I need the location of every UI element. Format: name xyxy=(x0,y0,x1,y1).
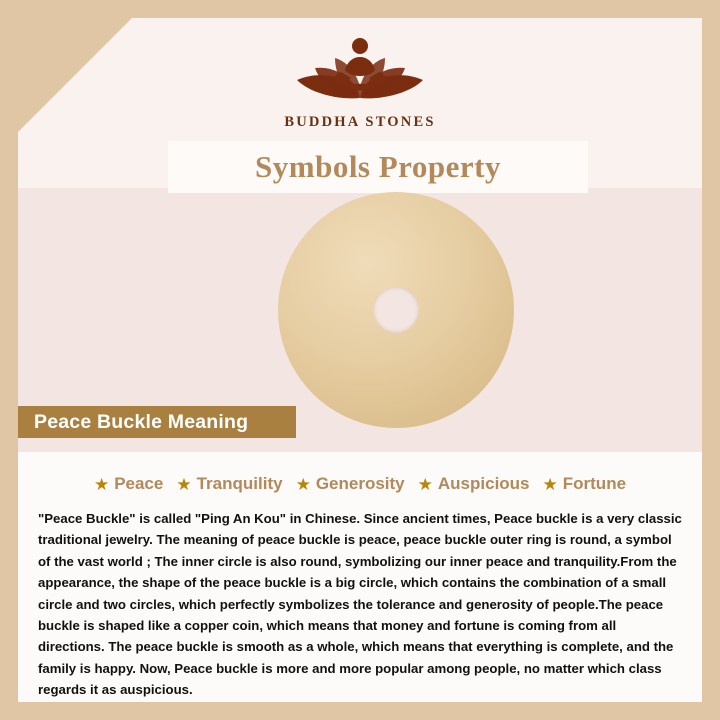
keyword-item xyxy=(543,474,627,494)
brand-name: BUDDHA STONES xyxy=(284,114,436,130)
keyword-label: Fortune xyxy=(562,474,627,493)
peace-buckle-disc xyxy=(278,192,514,428)
keyword-label: Tranquility xyxy=(196,474,283,493)
keyword-label: Peace xyxy=(114,474,164,493)
star-icon: ★ xyxy=(417,474,433,494)
star-icon: ★ xyxy=(93,474,110,494)
section-ribbon xyxy=(18,406,296,438)
keyword-item xyxy=(296,474,405,494)
keyword-item xyxy=(176,474,282,494)
keyword-label: Auspicious xyxy=(437,474,530,493)
bottom-border xyxy=(0,702,720,720)
section-ribbon-label: Peace Buckle Meaning xyxy=(34,410,249,433)
keyword-list xyxy=(38,474,682,494)
meaning-paragraph: "Peace Buckle" is called "Ping An Kou" in Chinese. Since ancient times, Peace buckle is a very classic traditional jewelry. The meaning of peace buckle is peace, peace buckle outer ring is round, a symbol of the vast world ; The inner circle is also round, symbolizing our inner peace and tranquility.From the appearance, the shape of the peace buckle is a big circle, which contains the combination of a small circle and two circles, which perfectly symbolizes the tolerance and generosity of people.The peace buckle is shaped like a copper coin, which means that money and fortune is coming from all directions. The peace buckle is smooth as a whole, which means that everything is complete, and the family is happy. Now, Peace buckle is more and more popular among people, no matter which class regards it as auspicious. xyxy=(38,511,682,697)
keyword-label: Generosity xyxy=(315,474,405,493)
lotus-meditation-icon xyxy=(285,28,435,110)
keyword-item xyxy=(418,474,530,494)
page-title: Symbols Property xyxy=(255,149,501,184)
header xyxy=(18,18,702,188)
disc-center-hole xyxy=(373,287,419,333)
meaning-card xyxy=(18,452,702,702)
star-icon: ★ xyxy=(295,474,311,494)
keyword-item xyxy=(94,474,163,494)
page-title-bar xyxy=(168,141,588,193)
star-icon: ★ xyxy=(542,474,558,494)
brand-logo xyxy=(18,28,702,131)
star-icon: ★ xyxy=(176,474,192,494)
